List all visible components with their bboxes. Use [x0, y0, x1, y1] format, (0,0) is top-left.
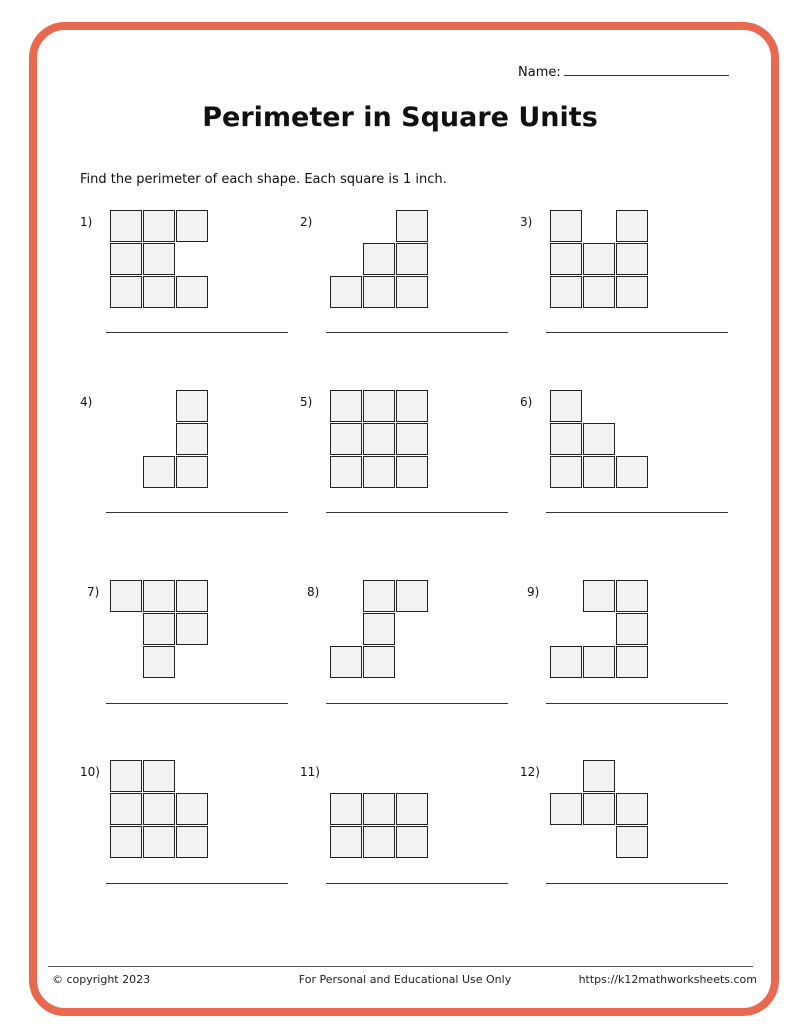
unit-square [550, 423, 582, 455]
unit-square [176, 390, 208, 422]
answer-line[interactable] [106, 703, 288, 704]
unit-square [583, 243, 615, 275]
problem-label: 11) [300, 765, 320, 779]
unit-square [143, 793, 175, 825]
problem-label: 9) [527, 585, 540, 599]
answer-line[interactable] [326, 883, 508, 884]
answer-line[interactable] [106, 883, 288, 884]
unit-square [176, 613, 208, 645]
unit-square [550, 390, 582, 422]
unit-square [583, 423, 615, 455]
instructions: Find the perimeter of each shape. Each square is 1 inch. [80, 172, 447, 187]
unit-square [143, 243, 175, 275]
unit-square [143, 760, 175, 792]
unit-square [616, 243, 648, 275]
name-line[interactable] [564, 63, 729, 76]
unit-square [110, 760, 142, 792]
unit-square [583, 580, 615, 612]
unit-square [143, 210, 175, 242]
problem-label: 2) [300, 215, 313, 229]
unit-square [143, 646, 175, 678]
problem-label: 5) [300, 395, 313, 409]
unit-square [583, 276, 615, 308]
unit-square [396, 580, 428, 612]
unit-square [396, 390, 428, 422]
unit-square [110, 210, 142, 242]
unit-square [176, 580, 208, 612]
unit-square [396, 243, 428, 275]
answer-line[interactable] [546, 703, 728, 704]
answer-line[interactable] [546, 332, 728, 333]
unit-square [363, 613, 395, 645]
problem-label: 10) [80, 765, 100, 779]
unit-square [550, 276, 582, 308]
unit-square [396, 423, 428, 455]
name-field[interactable] [518, 63, 729, 80]
unit-square [363, 793, 395, 825]
unit-square [396, 456, 428, 488]
unit-square [143, 276, 175, 308]
problem-label: 4) [80, 395, 93, 409]
unit-square [616, 276, 648, 308]
unit-square [330, 390, 362, 422]
unit-square [143, 580, 175, 612]
problem-label: 3) [520, 215, 533, 229]
unit-square [363, 390, 395, 422]
unit-square [616, 613, 648, 645]
unit-square [396, 793, 428, 825]
footer-url[interactable]: https://k12mathworksheets.com [578, 973, 757, 986]
unit-square [363, 826, 395, 858]
unit-square [396, 276, 428, 308]
unit-square [550, 646, 582, 678]
unit-square [616, 793, 648, 825]
answer-line[interactable] [546, 512, 728, 513]
answer-line[interactable] [326, 332, 508, 333]
problem-label: 1) [80, 215, 93, 229]
unit-square [330, 423, 362, 455]
footer-copyright: © copyright 2023 [52, 973, 151, 986]
answer-line[interactable] [326, 703, 508, 704]
page-title: Perimeter in Square Units [202, 102, 598, 133]
footer-usage: For Personal and Educational Use Only [298, 973, 512, 986]
unit-square [110, 826, 142, 858]
unit-square [176, 276, 208, 308]
unit-square [363, 276, 395, 308]
unit-square [176, 456, 208, 488]
unit-square [616, 826, 648, 858]
answer-line[interactable] [326, 512, 508, 513]
unit-square [550, 456, 582, 488]
unit-square [110, 793, 142, 825]
unit-square [616, 210, 648, 242]
unit-square [550, 243, 582, 275]
problem-label: 12) [520, 765, 540, 779]
unit-square [330, 826, 362, 858]
unit-square [330, 456, 362, 488]
unit-square [550, 210, 582, 242]
answer-line[interactable] [106, 512, 288, 513]
unit-square [583, 646, 615, 678]
unit-square [363, 456, 395, 488]
name-label: Name: [518, 65, 561, 80]
unit-square [143, 826, 175, 858]
unit-square [143, 456, 175, 488]
unit-square [143, 613, 175, 645]
problem-label: 8) [307, 585, 320, 599]
answer-line[interactable] [546, 883, 728, 884]
unit-square [396, 826, 428, 858]
unit-square [583, 456, 615, 488]
problem-label: 7) [87, 585, 100, 599]
unit-square [176, 210, 208, 242]
unit-square [110, 243, 142, 275]
unit-square [110, 276, 142, 308]
footer-divider [48, 966, 753, 967]
unit-square [363, 423, 395, 455]
answer-line[interactable] [106, 332, 288, 333]
unit-square [616, 646, 648, 678]
unit-square [176, 826, 208, 858]
unit-square [363, 243, 395, 275]
unit-square [110, 580, 142, 612]
unit-square [363, 580, 395, 612]
unit-square [363, 646, 395, 678]
unit-square [550, 793, 582, 825]
problem-label: 6) [520, 395, 533, 409]
unit-square [330, 276, 362, 308]
unit-square [330, 793, 362, 825]
unit-square [616, 456, 648, 488]
unit-square [396, 210, 428, 242]
unit-square [176, 423, 208, 455]
unit-square [616, 580, 648, 612]
unit-square [330, 646, 362, 678]
unit-square [176, 793, 208, 825]
unit-square [583, 760, 615, 792]
unit-square [583, 793, 615, 825]
